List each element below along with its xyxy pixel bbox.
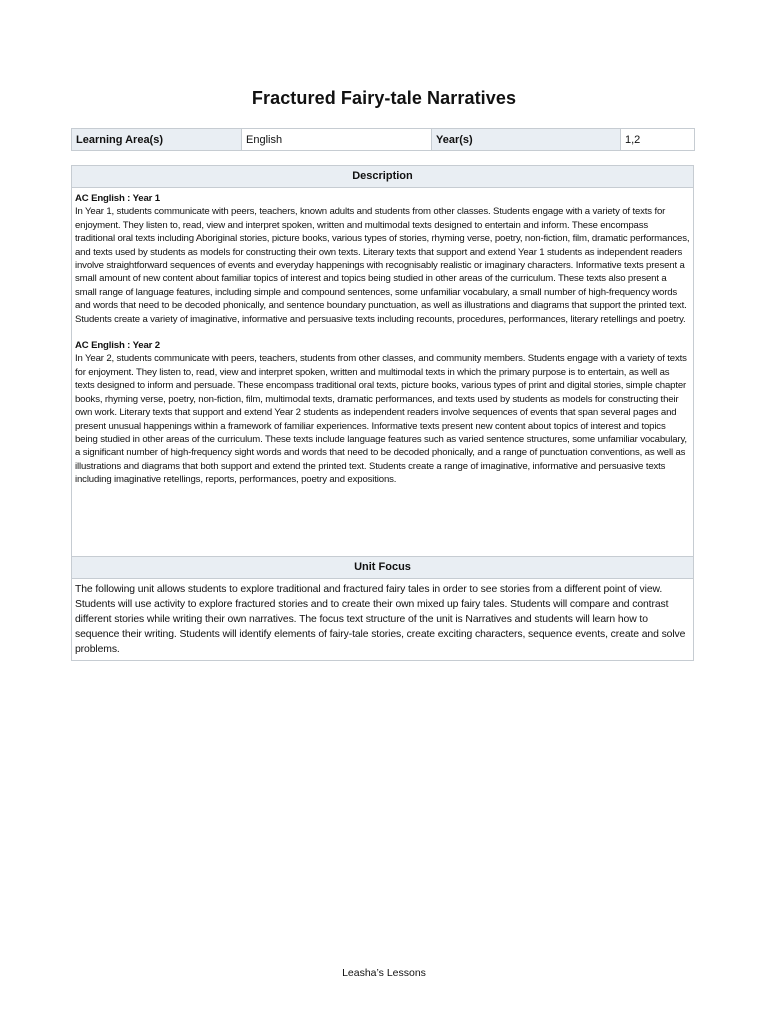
year2-heading: AC English : Year 2 — [75, 340, 160, 352]
paragraph-gap — [75, 326, 690, 339]
year-label: Year(s) — [432, 129, 621, 151]
learning-area-value: English — [242, 129, 432, 151]
description-body — [72, 188, 693, 487]
meta-row — [72, 129, 695, 151]
unit-focus-header: Unit Focus — [72, 557, 693, 579]
year2-text: In Year 2, students communicate with peers, teachers, students from other classes, and community members. Students engage with a variety of texts for enjoyment. They listen to, read, view and interpret spoken, written and multimodal texts in which the primary purpose is to entertain, as well as texts designed to inform and persuade. These encompass traditional oral texts, picture books, various types of print and digital stories, simple chapter books, rhyming verse, poetry, non-fiction, film, multimodal texts, dramatic performances, and texts used by students as models for constructing their own work. Literary texts that support and extend Year 2 students as independent readers involve sequences of events that span several pages and present unusual happenings within a framework of familiar experiences. Informative texts present new content about topics of interest and topics being studied in other areas of the curriculum. These texts include language features such as varied sentence structures, some unfamiliar vocabulary, a significant number of high-frequency sight words and words that need to be decoded phonically, and a range of punctuation conventions, as well as illustrations and diagrams that both support and extend the printed text. Students create a range of imaginative, informative and persuasive texts including imaginative retellings, reports, performances, poetry and expositions. — [75, 353, 687, 486]
description-section — [71, 165, 694, 557]
description-header: Description — [72, 166, 693, 188]
page-title: Fractured Fairy-tale Narratives — [251, 88, 517, 108]
unit-focus-text: The following unit allows students to explore traditional and fractured fairy tales in order to see stories from a different point of view. Students will use activity to explore fractured stories and to create their own mixed up fairy tales. Students will compare and contrast different stories while writing their own narratives. The focus text structure of the unit is Narratives and students will learn how to sequence their writing. Students will identify elements of fairy-tale stories, create exciting characters, sequence events, create and solve problems. — [75, 584, 686, 655]
year1-heading: AC English : Year 1 — [75, 193, 160, 204]
meta-table — [71, 128, 695, 151]
year1-text: In Year 1, students communicate with peers, teachers, known adults and students from other classes. Students engage with a variety of texts for enjoyment. They listen to, read, view and interpret spoken, written and multimodal texts designed to entertain and inform. These encompass traditional oral texts including Aboriginal stories, picture books, various types of stories, rhyming verse, poetry, non-fiction, film, dramatic performances, and texts used by students as models for constructing their own texts. Literary texts that support and extend Year 1 students as independent readers involve straightforward sequences of events and everyday happenings with recognisably realistic or imaginary characters. Informative texts present a small amount of new content about familiar topics of interest and topics being studied in other areas of the curriculum. These texts also present a small range of language features, including simple and compound sentences, some unfamiliar vocabulary, a small number of high-frequency words and words that need to be decoded phonically, and sentence boundary punctuation, as well as illustrations and diagrams that support the printed text. Students create a variety of imaginative, informative and persuasive texts including recounts, procedures, performances, literary retellings and poetry. — [75, 206, 690, 325]
learning-area-label: Learning Area(s) — [72, 129, 242, 151]
unit-focus-section — [71, 556, 694, 661]
page-footer: Leasha’s Lessons — [342, 967, 426, 979]
year-value: 1,2 — [621, 129, 695, 151]
